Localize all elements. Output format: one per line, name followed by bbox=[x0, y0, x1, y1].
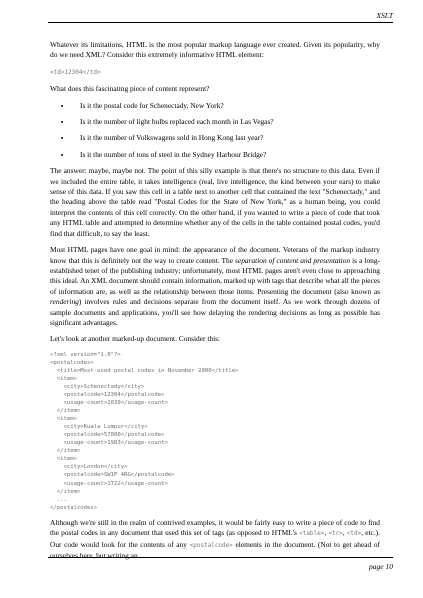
table-tag-code: <table> bbox=[299, 530, 325, 538]
question-item: • Is it the number of tons of steel in the Sydney Harbour Bridge? bbox=[72, 150, 380, 160]
separation-emphasis: separation of content and presentation bbox=[235, 255, 351, 265]
answer-paragraph: The answer: maybe, maybe not. The point of this silly example is that there's no structure to this data. Even if we included the entire table, it takes intelligence (real, live intelligence, the kind between your ears) to make sense of this data. If you saw this cell in a table next to another cell that contained the text "Schenectady," and the heading above the table read "Postal Codes for the State of New York," as a human being, you could interpret the contents of this cell correctly. On the other hand, if you wanted to write a piece of code that took any HTML table and attempted to determine whether any of the cells in the table contained postal codes, you'd find that difficult, to say the least. bbox=[50, 166, 380, 238]
td-tag-code: <td> bbox=[346, 530, 362, 538]
page-number: page 10 bbox=[369, 562, 393, 571]
listing-intro-paragraph: Let's look at another marked-up document. Consider this: bbox=[50, 334, 221, 344]
running-header-title: XSLT bbox=[376, 11, 393, 20]
header-rule bbox=[48, 22, 393, 23]
postalcode-tag-code: <postalcode> bbox=[189, 541, 233, 549]
question-intro-paragraph: What does this fascinating piece of content represent? bbox=[50, 84, 210, 94]
closing-paragraph: Although we're still in the realm of contrived examples, it would be fairly easy to write a piece of code to find the postal codes in any document that used this set of tags (as opposed to HTML's <table>, <tr>, <td>, etc.). Our code would look for the contents of any <postalcode> elements in the document. (Not to get ahead of ourselves here, but writing an bbox=[50, 517, 380, 560]
separation-paragraph: Most HTML pages have one goal in mind: the appearance of the document. Veterans of the markup industry know that this is definitely not the way to create content. The separation of content and presentation is a long-established tenet of the publishing industry; unfortunately, most HTML pages aren't even close to approaching this ideal. An XML document should contain information, marked up with tags that describe what all the pieces of information are, as well as the relationship between those items. Presenting the document (also known as rendering) involves rules and decisions separate from the document itself. As we work through dozens of sample documents and applications, you'll see how delaying the rendering decisions as long as possible has significant advantages. bbox=[50, 245, 381, 327]
question-item: • Is it the postal code for Schenectady, New York? bbox=[72, 101, 380, 111]
td-element-code: <td>12304</td> bbox=[50, 68, 101, 76]
question-list bbox=[50, 101, 380, 161]
page-body bbox=[50, 40, 380, 567]
question-item: • Is it the number of Volkswagens sold in Hong Kong last year? bbox=[72, 133, 380, 143]
td-code-snippet bbox=[50, 67, 380, 78]
tr-tag-code: <tr> bbox=[328, 530, 343, 538]
footer-rule bbox=[48, 557, 393, 558]
rendering-emphasis: rendering bbox=[50, 297, 79, 307]
xml-code-listing: <?xml version="1.0"?> <postalcodes> <title>Most-used postal codes in November 2000</title> <item> <city>Schenectady</city> <postalcode>12304</postalcode> <usage-count>2039</usage-count> </item> <item> <city>Kuala Lumpur</city> <postalcode>57000</postalcode> <usage-count>1983</usage-count> </item> <item> <city>London</city> <postalcode>SW1P 4RG</postalcode> <usage-count>1722</usage-count> </item> ... </postalcodes> bbox=[50, 351, 239, 511]
intro-paragraph: Whatever its limitations, HTML is the most popular markup language ever created. Given its popularity, why do we need XML? Consider this extremely informative HTML element: bbox=[50, 40, 380, 60]
question-item: • Is it the number of light bulbs replaced each month in Las Vegas? bbox=[72, 117, 380, 127]
